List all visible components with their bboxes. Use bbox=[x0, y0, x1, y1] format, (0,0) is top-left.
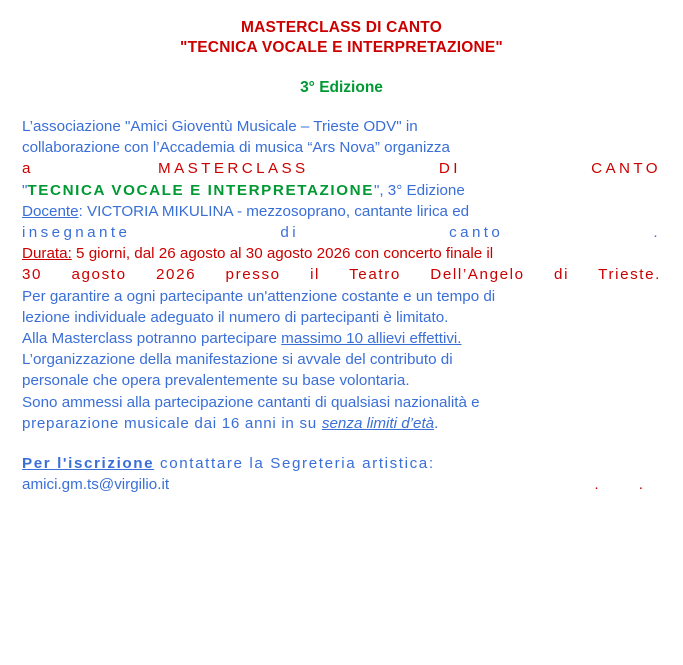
course-title: TECNICA VOCALE E INTERPRETAZIONE bbox=[27, 181, 374, 199]
duration-line-2 bbox=[22, 264, 661, 285]
intro-line-1: L’associazione "Amici Gioventù Musicale – Trieste ODV" in bbox=[22, 118, 418, 135]
paragraph-3-line-2: personale che opera prevalentemente su base volontaria. bbox=[22, 372, 410, 390]
registration-line bbox=[22, 453, 661, 474]
paragraph-4-line-2-prefix: preparazione musicale dai 16 anni in su bbox=[22, 414, 322, 432]
course-title-line bbox=[22, 180, 661, 201]
trailing-dots: . . bbox=[594, 476, 661, 494]
registration-label: Per l'iscrizione bbox=[22, 455, 155, 473]
intro-line-3-prefix: a bbox=[22, 160, 32, 178]
flyer-body bbox=[22, 116, 661, 495]
teacher-line bbox=[22, 201, 661, 222]
paragraph-1-line-2: lezione individuale adeguato il numero di partecipanti è limitato. bbox=[22, 308, 449, 326]
quote-close: ", bbox=[373, 181, 384, 199]
intro-line-3 bbox=[22, 158, 661, 179]
quote-open: " bbox=[22, 181, 28, 199]
duration-label: Durata: bbox=[22, 245, 72, 263]
duration-line-1 bbox=[22, 243, 661, 264]
edition-subtitle bbox=[22, 78, 661, 98]
title-line-2: "TECNICA VOCALE E INTERPRETAZIONE" bbox=[180, 39, 503, 56]
registration-text: contattare la Segreteria artistica: bbox=[154, 455, 435, 473]
intro-line-3-title: MASTERCLASS DI CANTO bbox=[158, 160, 661, 178]
edition-label: 3° Edizione bbox=[300, 79, 383, 96]
duration-value: 5 giorni, dal 26 agosto al 30 agosto 2026 con concerto finale il bbox=[71, 245, 494, 263]
paragraph-2 bbox=[22, 328, 661, 349]
spacer bbox=[22, 434, 661, 453]
contact-email[interactable]: amici.gm.ts@virgilio.it bbox=[22, 476, 170, 494]
paragraph-1-line-1: Per garantire a ogni partecipante un'attenzione costante e un tempo di bbox=[22, 287, 496, 305]
teacher-role-line bbox=[22, 222, 661, 243]
paragraph-4-line-2 bbox=[22, 413, 661, 434]
title-line-1: MASTERCLASS DI CANTO bbox=[241, 19, 442, 36]
course-edition: 3° Edizione bbox=[387, 181, 465, 199]
paragraph-2-underlined: massimo 10 allievi effettivi. bbox=[281, 330, 462, 348]
paragraph-4-line-1: Sono ammessi alla partecipazione cantanti di qualsiasi nazionalità e bbox=[22, 393, 480, 411]
intro-line-2: collaborazione con l’Accademia di musica “Ars Nova” organizza bbox=[22, 139, 450, 157]
paragraph-3-line-1: L’organizzazione della manifestazione si avvale del contributo di bbox=[22, 351, 453, 369]
page-title bbox=[22, 18, 661, 58]
teacher-role: insegnante di canto . bbox=[22, 224, 661, 242]
paragraph-4-italic: senza limiti d’età bbox=[321, 414, 435, 432]
duration-value-2: 30 agosto 2026 presso il Teatro Dell’Angelo di Trieste. bbox=[22, 266, 661, 284]
paragraph-4-suffix: . bbox=[434, 414, 439, 432]
paragraph-2-prefix: Alla Masterclass potranno partecipare bbox=[22, 330, 282, 348]
teacher-label: Docente bbox=[22, 202, 79, 220]
email-line bbox=[22, 474, 661, 495]
teacher-value: : VICTORIA MIKULINA - mezzosoprano, cantante lirica ed bbox=[78, 202, 470, 220]
